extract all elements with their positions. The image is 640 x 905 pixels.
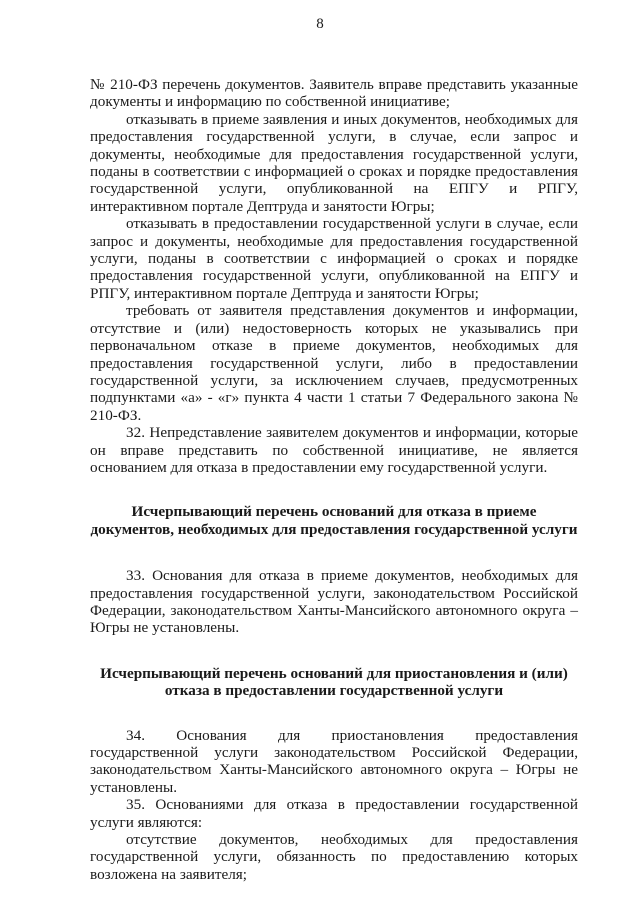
paragraph-require-documents: требовать от заявителя представления документов и информации, отсутствие и (или) недостоверность которых не указывались при первоначальном отказе в приеме документов, необходимых для предоставления государственной услуги, либо в предоставлении государственной услуги, за исключением случаев, предусмотренных подпунктами «а» - «г» пункта 4 части 1 статьи 7 Федерального закона № 210-ФЗ. bbox=[90, 302, 578, 424]
paragraph-continuation: № 210-ФЗ перечень документов. Заявитель вправе представить указанные документы и информацию по собственной инициативе; bbox=[90, 76, 578, 111]
paragraph-34: 34. Основания для приостановления предоставления государственной услуги законодательством Российской Федерации, законодательством Ханты-Мансийского автономного округа – Югры не установлены. bbox=[90, 726, 578, 796]
paragraph-refuse-service: отказывать в предоставлении государственной услуги в случае, если запрос и документы, необходимые для предоставления государственной услуги, поданы в соответствии с информацией о сроках и порядке предоставления государственной услуги, опубликованной на ЕПГУ и РПГУ, интерактивном портале Дептруда и занятости Югры; bbox=[90, 215, 578, 302]
section-heading-refusal-acceptance: Исчерпывающий перечень оснований для отказа в приеме документов, необходимых для предоставления государственной услуги bbox=[90, 503, 578, 538]
page-number: 8 bbox=[316, 16, 324, 32]
paragraph-35: 35. Основаниями для отказа в предоставлении государственной услуги являются: bbox=[90, 796, 578, 831]
paragraph-refuse-application: отказывать в приеме заявления и иных документов, необходимых для предоставления государственной услуги, в случае, если запрос и документы, необходимые для предоставления государственной услуги, поданы в соответствии с информацией о сроках и порядке предоставления государственной услуги, опубликованной на ЕПГУ и РПГУ, интерактивном портале Дептруда и занятости Югры; bbox=[90, 110, 578, 215]
paragraph-refusal-reason: отсутствие документов, необходимых для предоставления государственной услуги, обязанность по предоставлению которых возложена на заявителя; bbox=[90, 831, 578, 883]
paragraph-32: 32. Непредставление заявителем документов и информации, которые он вправе представить по собственной инициативе, не является основанием для отказа в предоставлении ему государственной услуги. bbox=[90, 424, 578, 476]
paragraph-33: 33. Основания для отказа в приеме документов, необходимых для предоставления государственной услуги, законодательством Российской Федерации, законодательством Ханты-Мансийского автономного округа – Югры не установлены. bbox=[90, 567, 578, 637]
document-body bbox=[90, 76, 578, 883]
section-heading-suspension-refusal: Исчерпывающий перечень оснований для приостановления и (или) отказа в предоставлении государственной услуги bbox=[100, 664, 568, 700]
